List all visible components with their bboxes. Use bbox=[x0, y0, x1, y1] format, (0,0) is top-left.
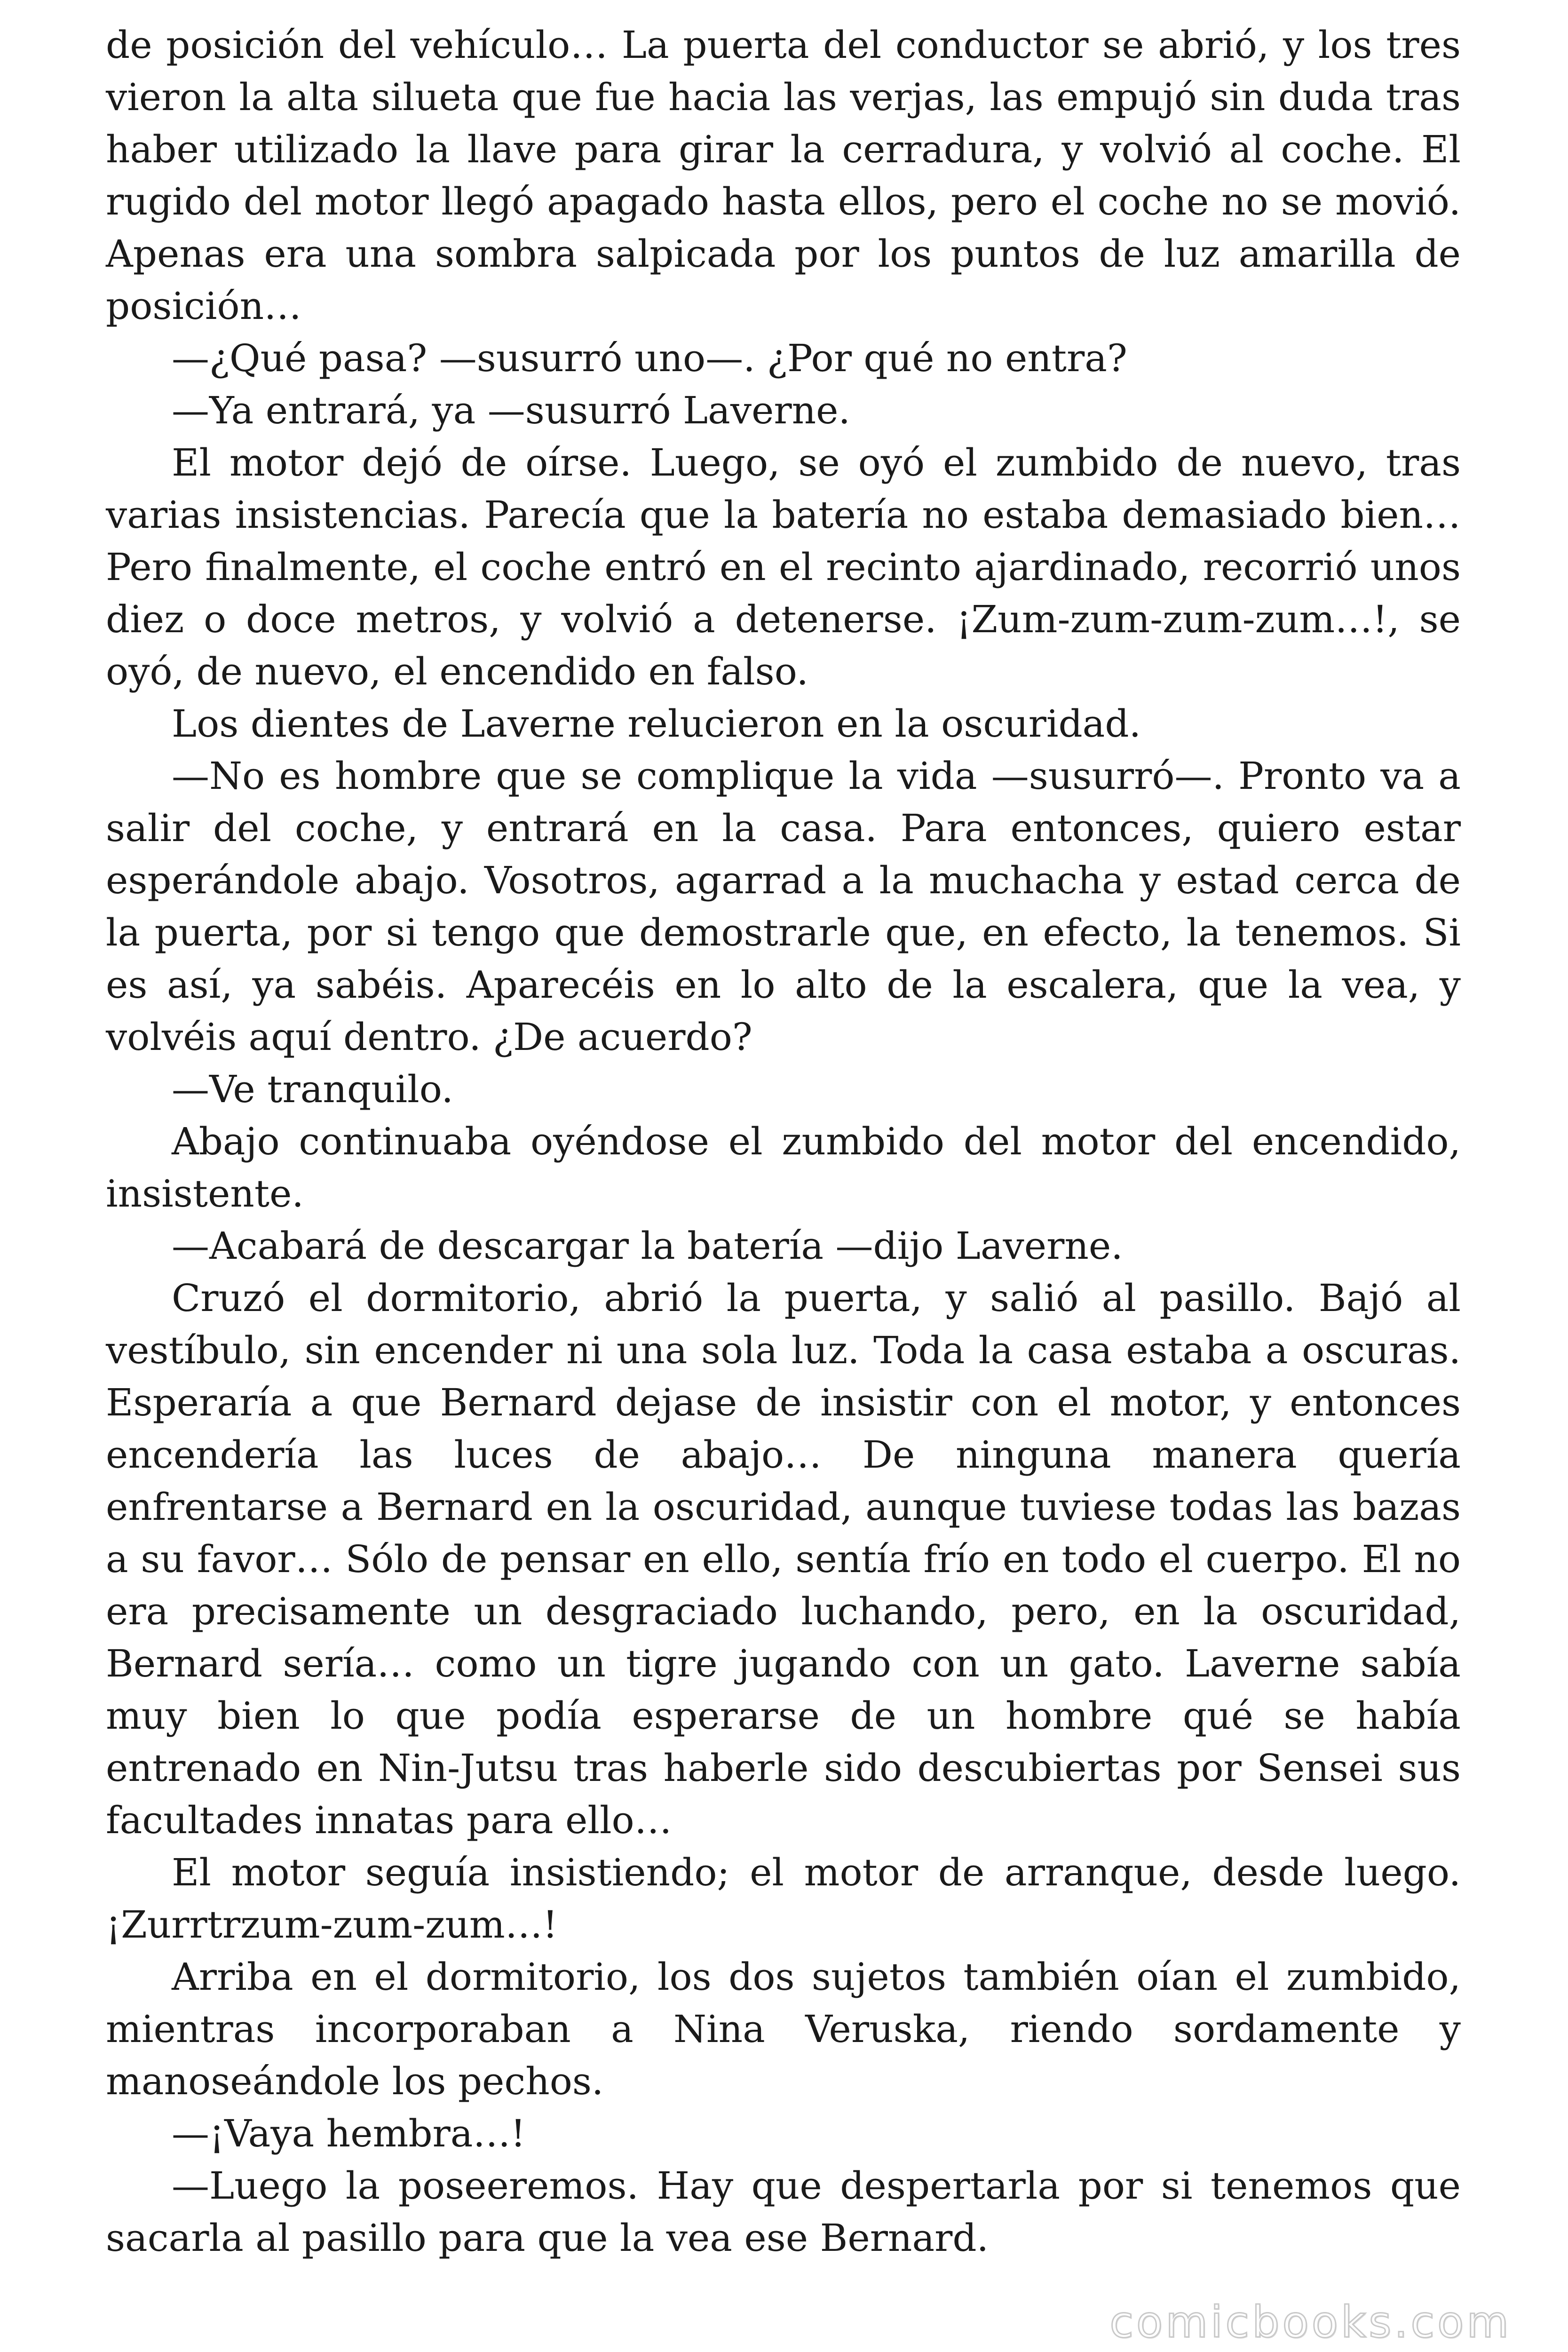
paragraph-9: —Acabará de descargar la batería —dijo Laverne. bbox=[172, 1224, 1123, 1268]
paragraph-6: —No es hombre que se complique la vida —susurró—. Pronto va a salir del coche, y entrará en la casa. Para entonces, quiero estar esperándole abajo. Vosotros, agarrad a la muchacha y estad cerca de la puerta, por si tengo que demostrarle que, en efecto, la tenemos. Si es así, ya sabéis. Aparecéis en lo alto de la escalera, que la vea, y volvéis aquí dentro. ¿De acuerdo? bbox=[106, 754, 1461, 1059]
paragraph-8: Abajo continuaba oyéndose el zumbido del motor del encendido, insistente. bbox=[106, 1120, 1461, 1216]
paragraph-5: Los dientes de Laverne relucieron en la oscuridad. bbox=[172, 702, 1141, 746]
paragraph-13: —¡Vaya hembra…! bbox=[172, 2112, 526, 2155]
paragraph-7: —Ve tranquilo. bbox=[172, 1067, 453, 1111]
paragraph-14: —Luego la poseeremos. Hay que despertarla por si tenemos que sacarla al pasillo para que la vea ese Bernard. bbox=[106, 2164, 1461, 2260]
document-page bbox=[106, 19, 1461, 2264]
paragraph-4: El motor dejó de oírse. Luego, se oyó el zumbido de nuevo, tras varias insistencias. Parecía que la batería no estaba demasiado bien… Pero finalmente, el coche entró en el recinto ajardinado, recorrió unos diez o doce metros, y volvió a detenerse. ¡Zum-zum-zum-zum…!, se oyó, de nuevo, el encendido en falso. bbox=[106, 441, 1461, 693]
paragraph-12: Arriba en el dormitorio, los dos sujetos también oían el zumbido, mientras incorporaban a Nina Veruska, riendo sordamente y manoseándole los pechos. bbox=[106, 1955, 1461, 2103]
paragraph-2: —¿Qué pasa? —susurró uno—. ¿Por qué no entra? bbox=[172, 336, 1127, 380]
paragraph-3: —Ya entrará, ya —susurró Laverne. bbox=[172, 389, 850, 432]
paragraph-1: de posición del vehículo… La puerta del conductor se abrió, y los tres vieron la alta silueta que fue hacia las verjas, las empujó sin duda tras haber utilizado la llave para girar la cerradura, y volvió al coche. El rugido del motor llegó apagado hasta ellos, pero el coche no se movió. Apenas era una sombra salpicada por los puntos de luz amarilla de posición… bbox=[106, 23, 1461, 328]
watermark: comicbooks.com bbox=[1109, 2297, 1512, 2347]
paragraph-10: Cruzó el dormitorio, abrió la puerta, y salió al pasillo. Bajó al vestíbulo, sin encender ni una sola luz. Toda la casa estaba a oscuras. Esperaría a que Bernard dejase de insistir con el motor, y entonces encendería las luces de abajo… De ninguna manera quería enfrentarse a Bernard en la oscuridad, aunque tuviese todas las bazas a su favor… Sólo de pensar en ello, sentía frío en todo el cuerpo. El no era precisamente un desgraciado luchando, pero, en la oscuridad, Bernard sería… como un tigre jugando con un gato. Laverne sabía muy bien lo que podía esperarse de un hombre qué se había entrenado en Nin-Jutsu tras haberle sido descubiertas por Sensei sus facultades innatas para ello… bbox=[106, 1276, 1461, 1842]
paragraph-11: El motor seguía insistiendo; el motor de arranque, desde luego. ¡Zurrtrzum-zum-zum…! bbox=[106, 1851, 1461, 1947]
